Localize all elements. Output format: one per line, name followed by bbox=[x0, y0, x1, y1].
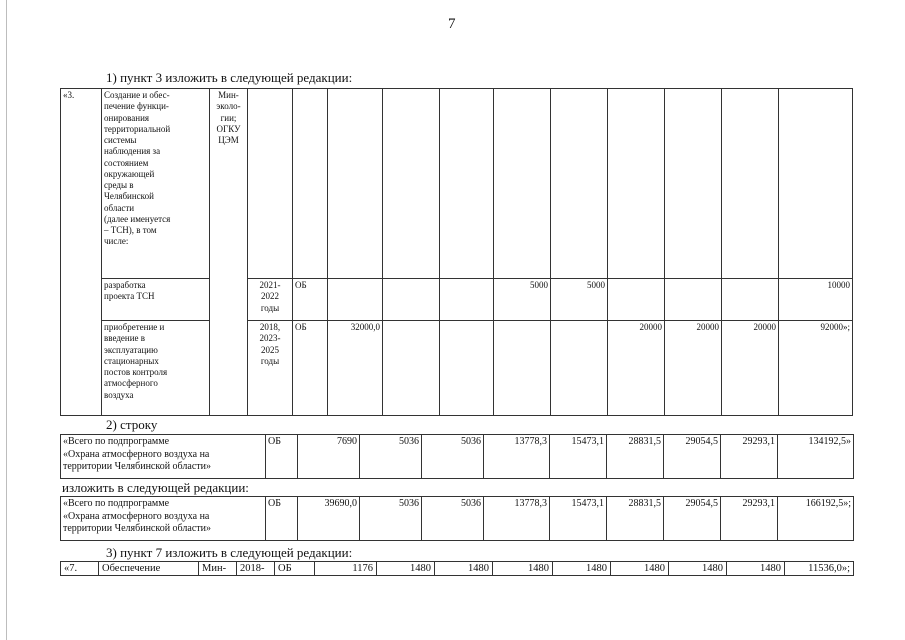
empty-cell bbox=[383, 89, 440, 279]
value-cell: 1176 bbox=[315, 562, 377, 576]
empty-cell bbox=[722, 89, 779, 279]
source-cell: ОБ bbox=[293, 279, 328, 321]
value-cell: 1480 bbox=[727, 562, 785, 576]
empty-cell bbox=[494, 89, 551, 279]
value-cell bbox=[328, 279, 383, 321]
value-cell: 5000 bbox=[494, 279, 551, 321]
value-cell: 5036 bbox=[360, 497, 422, 541]
value-cell bbox=[608, 279, 665, 321]
value-cell: 15473,1 bbox=[550, 497, 607, 541]
years-cell: 2018, 2023- 2025 годы bbox=[248, 321, 293, 416]
item-name: Обеспечение bbox=[99, 562, 199, 576]
source-cell: ОБ bbox=[266, 497, 298, 541]
value-cell: 13778,3 bbox=[484, 435, 550, 479]
value-cell: 29054,5 bbox=[664, 435, 721, 479]
value-cell: 5036 bbox=[422, 435, 484, 479]
heading-row: 2) строку bbox=[106, 417, 158, 432]
value-cell: 1480 bbox=[553, 562, 611, 576]
heading-item-3: 1) пункт 3 изложить в следующей редакции: bbox=[106, 70, 353, 85]
subitem-name: приобретение и введение в эксплуатацию стационарных постов контроля атмосферного воздуха bbox=[102, 321, 210, 416]
value-cell: 28831,5 bbox=[607, 497, 664, 541]
value-cell: 1480 bbox=[669, 562, 727, 576]
empty-cell bbox=[779, 89, 853, 279]
item-7-table bbox=[60, 561, 854, 576]
value-cell: 20000 bbox=[608, 321, 665, 416]
value-cell bbox=[440, 279, 494, 321]
item-number: «7. bbox=[61, 562, 99, 576]
value-cell: 28831,5 bbox=[607, 435, 664, 479]
table-row bbox=[61, 497, 854, 541]
value-cell: 15473,1 bbox=[550, 435, 607, 479]
executor: Мин- bbox=[199, 562, 237, 576]
empty-cell bbox=[440, 89, 494, 279]
empty-cell bbox=[665, 89, 722, 279]
page-margin-line bbox=[6, 0, 7, 640]
value-cell bbox=[494, 321, 551, 416]
value-cell: 29054,5 bbox=[664, 497, 721, 541]
value-cell: 32000,0 bbox=[328, 321, 383, 416]
value-cell: 1480 bbox=[611, 562, 669, 576]
page-number: 7 bbox=[448, 16, 456, 32]
total-label: «Всего по подпрограмме «Охрана атмосферного воздуха на территории Челябинской области» bbox=[61, 435, 266, 479]
source-cell: ОБ bbox=[275, 562, 315, 576]
table-row bbox=[61, 562, 854, 576]
value-cell: 5036 bbox=[422, 497, 484, 541]
value-cell bbox=[722, 279, 779, 321]
item-3-table bbox=[60, 88, 853, 416]
value-cell: 1480 bbox=[493, 562, 553, 576]
value-cell: 7690 bbox=[298, 435, 360, 479]
value-cell: 1480 bbox=[435, 562, 493, 576]
value-cell: 1480 bbox=[377, 562, 435, 576]
value-cell: 10000 bbox=[779, 279, 853, 321]
new-total-table bbox=[60, 496, 854, 541]
empty-cell bbox=[551, 89, 608, 279]
value-cell: 13778,3 bbox=[484, 497, 550, 541]
source-cell: ОБ bbox=[293, 321, 328, 416]
table-row bbox=[61, 435, 854, 479]
value-cell bbox=[383, 279, 440, 321]
years-cell: 2018- bbox=[237, 562, 275, 576]
value-cell: 92000»; bbox=[779, 321, 853, 416]
old-total-table bbox=[60, 434, 854, 479]
value-cell: 11536,0»; bbox=[785, 562, 854, 576]
table-row bbox=[61, 279, 853, 321]
executor: Мин- эколо- гии; ОГКУ ЦЭМ bbox=[210, 89, 248, 416]
value-cell: 5036 bbox=[360, 435, 422, 479]
empty-cell bbox=[293, 89, 328, 279]
value-cell: 29293,1 bbox=[721, 497, 778, 541]
source-cell: ОБ bbox=[266, 435, 298, 479]
value-cell: 39690,0 bbox=[298, 497, 360, 541]
empty-cell bbox=[328, 89, 383, 279]
value-cell bbox=[551, 321, 608, 416]
heading-new-edition: изложить в следующей редакции: bbox=[62, 480, 249, 495]
subitem-name: разработка проекта ТСН bbox=[102, 279, 210, 321]
value-cell: 29293,1 bbox=[721, 435, 778, 479]
value-cell: 166192,5»; bbox=[778, 497, 854, 541]
value-cell: 5000 bbox=[551, 279, 608, 321]
value-cell: 134192,5» bbox=[778, 435, 854, 479]
empty-cell bbox=[248, 89, 293, 279]
value-cell bbox=[665, 279, 722, 321]
empty-cell bbox=[608, 89, 665, 279]
item-name: Создание и обес- печение функци- онирования территориальной системы наблюдения за состоянием окружающей среды в Челябинской области (далее именуется – ТСН), в том числе: bbox=[102, 89, 210, 279]
item-number: «3. bbox=[61, 89, 102, 416]
value-cell bbox=[383, 321, 440, 416]
value-cell bbox=[440, 321, 494, 416]
heading-item-7: 3) пункт 7 изложить в следующей редакции: bbox=[106, 545, 353, 560]
value-cell: 20000 bbox=[722, 321, 779, 416]
value-cell: 20000 bbox=[665, 321, 722, 416]
table-row bbox=[61, 321, 853, 416]
years-cell: 2021- 2022 годы bbox=[248, 279, 293, 321]
total-label: «Всего по подпрограмме «Охрана атмосферного воздуха на территории Челябинской области» bbox=[61, 497, 266, 541]
